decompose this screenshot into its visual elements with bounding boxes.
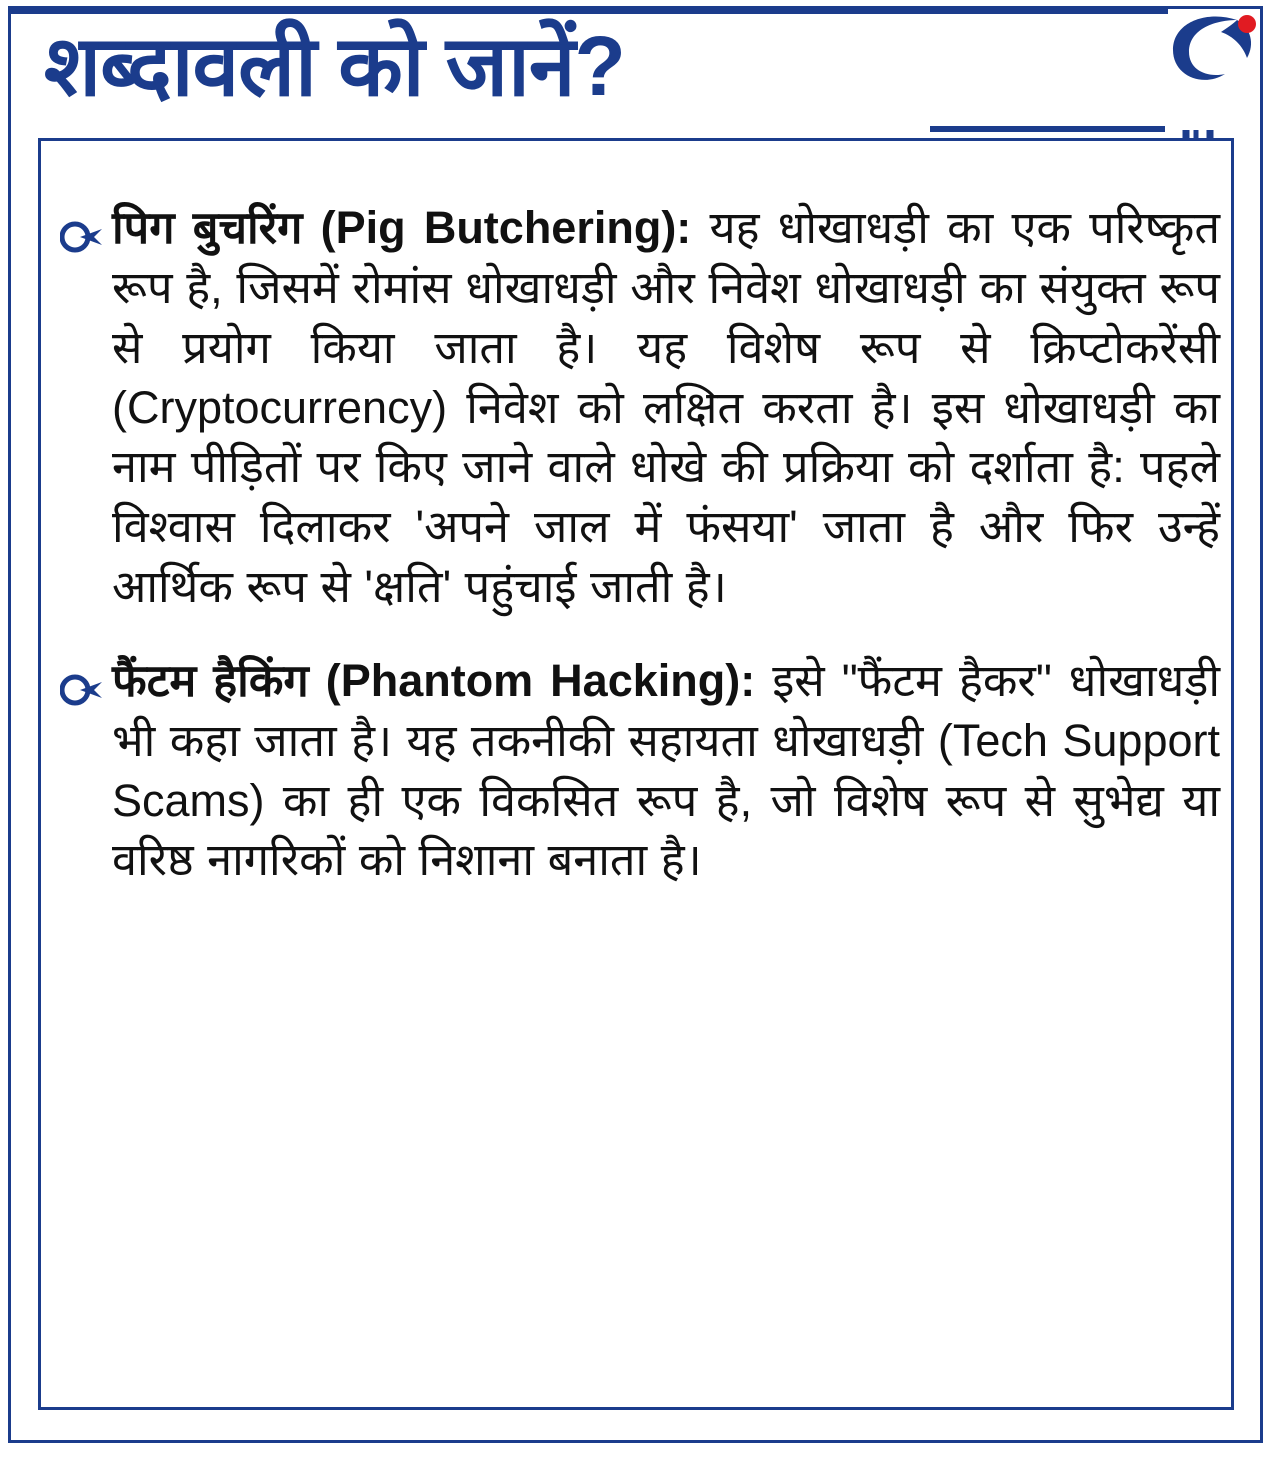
circle-arrow-bullet-icon bbox=[60, 198, 112, 259]
entry-term: फैंटम हैकिंग (Phantom Hacking): bbox=[112, 654, 756, 706]
entry-term: पिग बुचरिंग (Pig Butchering): bbox=[112, 202, 692, 253]
title-underline-rule bbox=[930, 126, 1165, 132]
entry-text bbox=[112, 198, 1220, 617]
entry-body: यह धोखाधड़ी का एक परिष्कृत रूप है, जिसमें रोमांस धोखाधड़ी और निवेश धोखाधड़ी का संयुक्त रूप से प्रयोग किया जाता है। यह विशेष रूप से क्रिप्टोकरेंसी (Cryptocurrency) निवेश को लक्षित करता है। इस धोखाधड़ी का नाम पीड़ितों पर किए जाने वाले धोखे की प्रक्रिया को दर्शाता है: पहले विश्वास दिलाकर 'अपने जाल में फंसया' जाता है और फिर उन्हें आर्थिक रूप से 'क्षति' पहुंचाई जाती है। bbox=[112, 202, 1220, 613]
brand-logo bbox=[1163, 8, 1259, 88]
glossary-list bbox=[60, 198, 1220, 1388]
entry-text bbox=[112, 651, 1220, 890]
top-rule bbox=[8, 6, 1168, 14]
circle-arrow-bullet-icon bbox=[60, 651, 112, 712]
list-item bbox=[60, 651, 1220, 890]
list-item bbox=[60, 198, 1220, 617]
entry-body: इसे "फैंटम हैकर" धोखाधड़ी भी कहा जाता है। यह तकनीकी सहायता धोखाधड़ी (Tech Support Scams) का ही एक विकसित रूप है, जो विशेष रूप से सुभेद्य या वरिष्ठ नागरिकों को निशाना बनाता है। bbox=[112, 654, 1220, 886]
page-title: शब्दावली को जानें? bbox=[44, 19, 625, 113]
